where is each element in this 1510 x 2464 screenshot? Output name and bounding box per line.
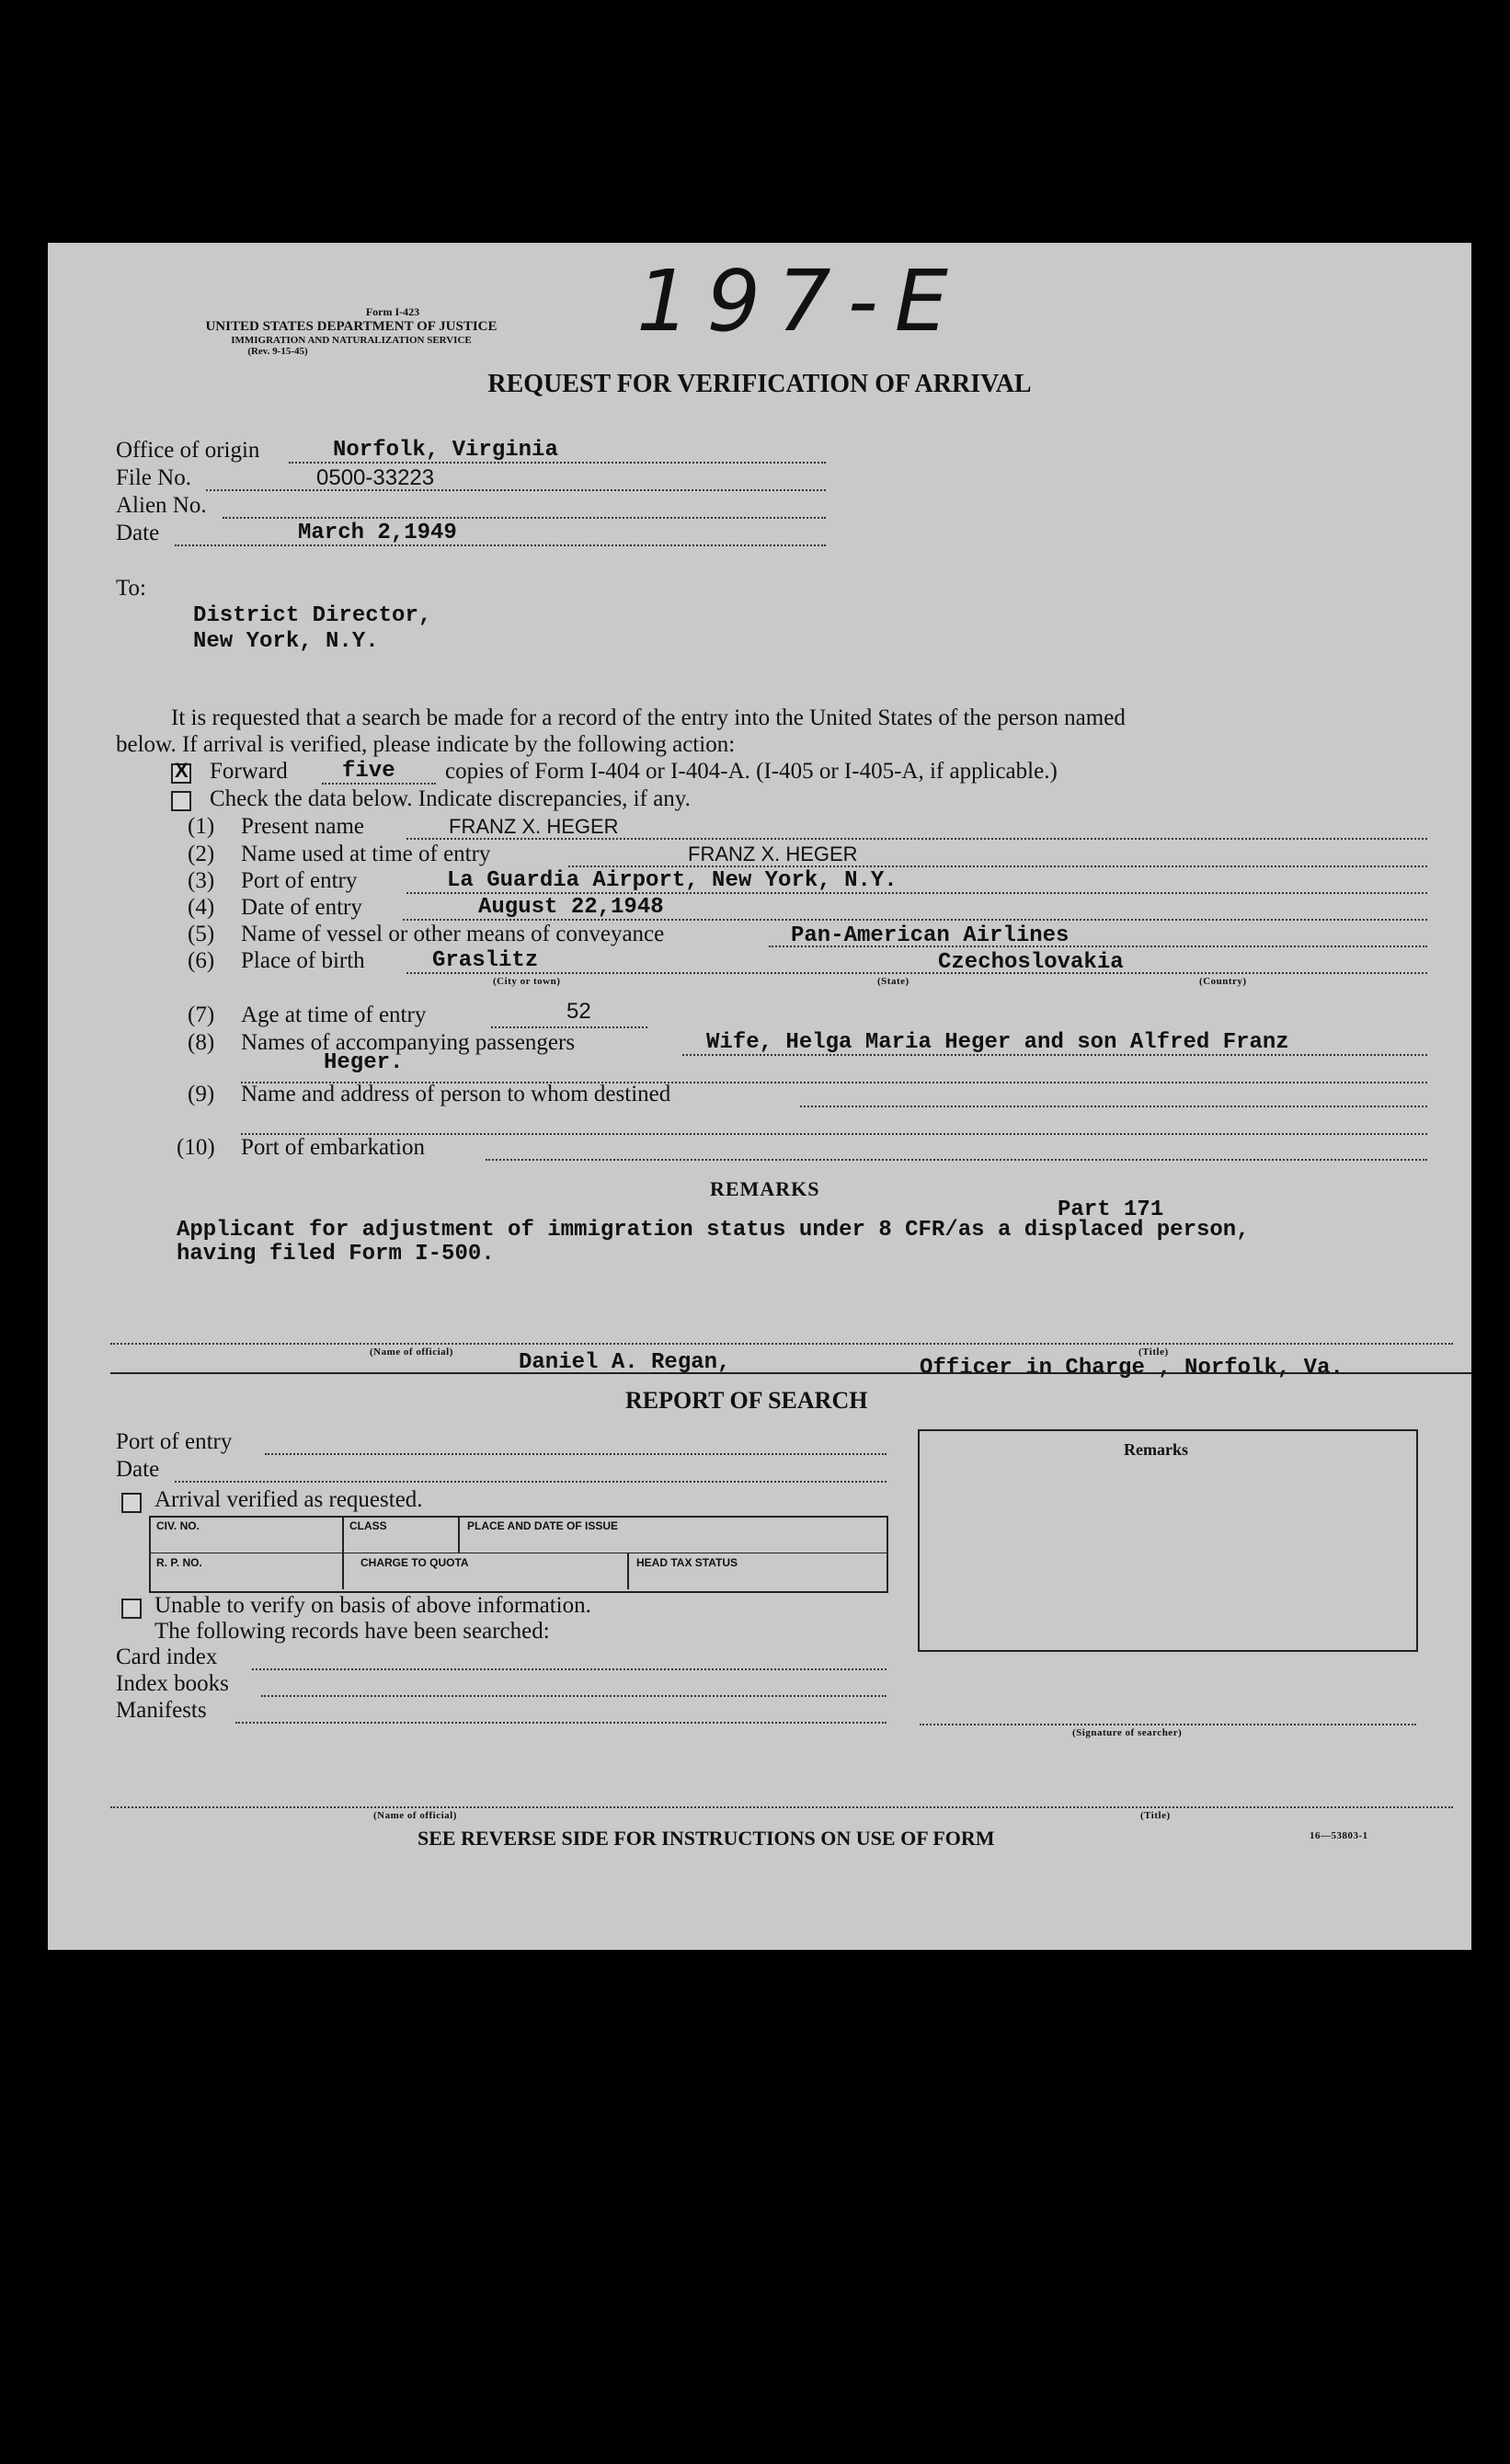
item-10-label: Port of embarkation xyxy=(241,1135,425,1160)
official-title: Officer in Charge , Norfolk, Va. xyxy=(920,1356,1344,1381)
arrival-verified-checkbox[interactable] xyxy=(121,1493,142,1513)
remarks-line-1: Applicant for adjustment of immigration status under 8 CFR/as a displaced person, xyxy=(177,1218,1250,1243)
forward-text: copies of Form I-404 or I-404-A. (I-405 or I-405-A, if applicable.) xyxy=(445,759,1058,784)
item-2-number: (2) xyxy=(188,842,215,866)
office-value: Norfolk, Virginia xyxy=(333,438,558,463)
item-6-number: (6) xyxy=(188,948,215,973)
forward-count: five xyxy=(342,759,395,784)
addressee-line-2: New York, N.Y. xyxy=(193,629,379,654)
item-9-label: Name and address of person to whom destined xyxy=(241,1082,671,1106)
arrival-verified-text: Arrival verified as requested. xyxy=(154,1487,423,1512)
state-caption: (State) xyxy=(877,976,909,987)
file-label: File No. xyxy=(116,465,191,490)
remarks-insert: Part 171 xyxy=(1058,1198,1164,1222)
report-date-line xyxy=(175,1481,887,1483)
form-sheet xyxy=(48,243,1471,1950)
service-name: IMMIGRATION AND NATURALIZATION SERVICE xyxy=(231,335,472,346)
bottom-official-caption: (Name of official) xyxy=(373,1810,457,1821)
item-5-label: Name of vessel or other means of conveyance xyxy=(241,922,665,946)
item-9-line xyxy=(800,1106,1427,1107)
item-8-number: (8) xyxy=(188,1030,215,1055)
date-value: March 2,1949 xyxy=(298,521,457,545)
item-2-value: FRANZ X. HEGER xyxy=(688,842,858,865)
item-6-label: Place of birth xyxy=(241,948,365,973)
form-header xyxy=(94,305,609,357)
table-divider-1 xyxy=(342,1516,344,1589)
searcher-signature-line xyxy=(920,1724,1416,1725)
form-number: Form I-423 xyxy=(365,305,420,318)
table-divider-2 xyxy=(458,1516,460,1553)
handwritten-file-number: 197-E xyxy=(636,252,965,350)
card-index-label: Card index xyxy=(116,1645,218,1669)
report-heading: REPORT OF SEARCH xyxy=(625,1387,868,1414)
item-1-value: FRANZ X. HEGER xyxy=(449,815,619,838)
forward-check-mark: X xyxy=(175,759,189,782)
item-1-label: Present name xyxy=(241,814,364,839)
title-caption: (Title) xyxy=(1138,1347,1169,1358)
footer-instructions: SEE REVERSE SIDE FOR INSTRUCTIONS ON USE OF FORM xyxy=(418,1827,995,1850)
item-7-number: (7) xyxy=(188,1003,215,1027)
item-5-value: Pan-American Airlines xyxy=(791,923,1070,948)
item-3-label: Port of entry xyxy=(241,868,358,893)
to-label: To: xyxy=(116,576,146,601)
manifests-line xyxy=(235,1722,887,1724)
unable-verify-checkbox[interactable] xyxy=(121,1599,142,1619)
search-remarks-label: Remarks xyxy=(1124,1440,1188,1459)
city-caption: (City or town) xyxy=(493,976,561,987)
forward-label: Forward xyxy=(210,759,288,784)
report-port-line xyxy=(265,1453,887,1455)
item-5-number: (5) xyxy=(188,922,215,946)
report-date-label: Date xyxy=(116,1457,160,1482)
item-8-value-2: Heger. xyxy=(324,1050,404,1075)
request-line-2: below. If arrival is verified, please indicate by the following action: xyxy=(116,732,736,757)
index-books-label: Index books xyxy=(116,1671,229,1696)
file-line xyxy=(206,489,826,491)
remarks-line-2: having filed Form I-500. xyxy=(177,1242,495,1266)
item-4-label: Date of entry xyxy=(241,895,362,920)
charge-cell: CHARGE TO QUOTA xyxy=(360,1556,469,1569)
records-searched-text: The following records have been searched: xyxy=(154,1619,550,1644)
unable-verify-text: Unable to verify on basis of above information. xyxy=(154,1593,591,1618)
request-line-1: It is requested that a search be made for a record of the entry into the United States of the person named xyxy=(171,705,1126,730)
official-signature-line xyxy=(110,1806,1453,1808)
item-10-line xyxy=(486,1159,1427,1161)
item-7-label: Age at time of entry xyxy=(241,1003,427,1027)
item-7-line xyxy=(491,1026,647,1028)
item-6-line xyxy=(406,972,1427,974)
item-4-number: (4) xyxy=(188,895,215,920)
item-8-value-1: Wife, Helga Maria Heger and son Alfred Franz xyxy=(706,1030,1289,1055)
search-remarks-box xyxy=(918,1429,1418,1652)
addressee-line-1: District Director, xyxy=(193,603,432,628)
date-label: Date xyxy=(116,521,160,545)
civ-no-cell: CIV. NO. xyxy=(156,1519,200,1532)
report-port-label: Port of entry xyxy=(116,1429,233,1454)
item-4-value: August 22,1948 xyxy=(478,895,664,920)
item-6-city: Graslitz xyxy=(432,948,539,973)
item-8-label: Names of accompanying passengers xyxy=(241,1030,576,1055)
check-data-checkbox[interactable] xyxy=(171,791,191,811)
table-divider-3 xyxy=(627,1553,629,1589)
item-9-number: (9) xyxy=(188,1082,215,1106)
class-cell: CLASS xyxy=(349,1519,387,1532)
item-7-value: 52 xyxy=(566,999,591,1024)
signature-rule xyxy=(110,1372,1471,1374)
department-name: UNITED STATES DEPARTMENT OF JUSTICE xyxy=(205,319,498,334)
signature-upper-line xyxy=(110,1343,1453,1345)
place-date-cell: PLACE AND DATE OF ISSUE xyxy=(467,1519,619,1532)
country-caption: (Country) xyxy=(1199,976,1247,987)
head-tax-cell: HEAD TAX STATUS xyxy=(636,1556,738,1569)
file-value: 0500-33223 xyxy=(316,465,435,490)
rp-no-cell: R. P. NO. xyxy=(156,1556,202,1569)
name-of-official-caption: (Name of official) xyxy=(370,1347,453,1358)
revision: (Rev. 9-15-45) xyxy=(247,346,308,357)
alien-line xyxy=(223,517,826,519)
bottom-title-caption: (Title) xyxy=(1140,1810,1171,1821)
searcher-caption: (Signature of searcher) xyxy=(1072,1727,1183,1738)
office-label: Office of origin xyxy=(116,438,260,463)
date-line xyxy=(175,544,826,546)
item-1-number: (1) xyxy=(188,814,215,839)
item-3-number: (3) xyxy=(188,868,215,893)
form-title: REQUEST FOR VERIFICATION OF ARRIVAL xyxy=(487,370,1032,398)
item-2-label: Name used at time of entry xyxy=(241,842,491,866)
item-6-state: Czechoslovakia xyxy=(938,950,1124,975)
check-data-text: Check the data below. Indicate discrepancies, if any. xyxy=(210,786,691,811)
remarks-heading: REMARKS xyxy=(710,1177,820,1200)
manifests-label: Manifests xyxy=(116,1698,207,1723)
footer-code: 16—53803-1 xyxy=(1310,1830,1368,1841)
item-3-value: La Guardia Airport, New York, N.Y. xyxy=(447,868,898,893)
card-index-line xyxy=(252,1668,887,1670)
official-name: Daniel A. Regan, xyxy=(519,1350,731,1375)
item-10-number: (10) xyxy=(177,1135,215,1160)
index-books-line xyxy=(261,1695,887,1697)
alien-label: Alien No. xyxy=(116,493,207,518)
